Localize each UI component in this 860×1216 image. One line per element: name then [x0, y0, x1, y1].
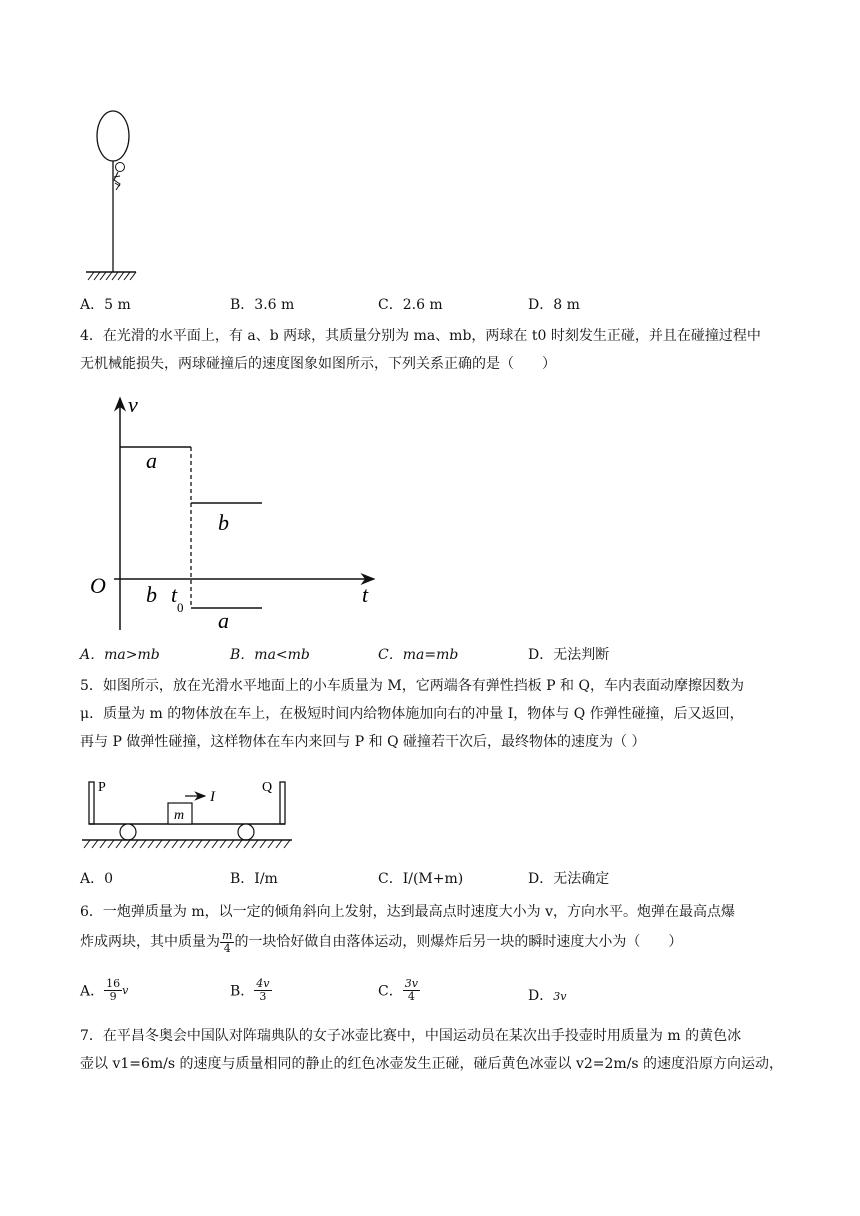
q3-option-a[interactable]: A．5 m [80, 297, 131, 313]
mass-fraction: $\frac{m}{4}$ [222, 928, 233, 955]
p-label: P [98, 780, 106, 795]
q5-stem-line2: μ．质量为 m 的物体放在车上，在极短时间内给物体施加向右的冲量 I，物体与 Q 作弹性碰撞，后又返回， [80, 706, 744, 722]
b-before-label: b [146, 582, 157, 607]
v-label: v [128, 392, 138, 417]
q4-option-b[interactable]: B．ma<mb [230, 647, 310, 663]
q7-stem-line1: 7．在平昌冬奥会中国队对阵瑞典队的女子冰壶比赛中，中国运动员在某次出手投壶时用质量为 m 的黄色冰 [80, 1028, 742, 1044]
q4-option-c[interactable]: C．ma=mb [378, 647, 459, 663]
q3-option-d[interactable]: D．8 m [528, 297, 580, 313]
q5-stem [80, 672, 792, 756]
climber-figure [114, 163, 125, 191]
q3-option-c[interactable]: C．2.6 m [378, 297, 443, 313]
q7-stem [80, 1022, 792, 1078]
q-label: Q [262, 780, 273, 795]
ground-hatch [88, 272, 136, 280]
q6-option-a[interactable]: A． $\frac{16}{9}$ v [80, 977, 129, 1003]
q5-option-c[interactable]: C．I/(M+m) [378, 871, 464, 887]
q4-option-a[interactable]: A．ma>mb [80, 647, 160, 663]
balloon-figure [80, 100, 160, 285]
q4-velocity-graph [84, 390, 384, 635]
ground-hatch [84, 840, 290, 848]
q6-option-c[interactable]: C． $\frac{3v}{4}$ [378, 977, 418, 1003]
q5-option-a[interactable]: A．0 [80, 871, 114, 887]
q5-stem-line1: 5．如图所示，放在光滑水平地面上的小车质量为 M，它两端各有弹性挡板 P 和 Q，车内表面动摩擦因数为 [80, 678, 744, 694]
a-before-label: a [146, 448, 157, 473]
q6-option-b[interactable]: B． $\frac{4v}{3}$ [230, 977, 270, 1003]
impulse-label: I [210, 789, 215, 805]
q7-stem-line2: 壶以 v1=6m/s 的速度与质量相同的静止的红色冰壶发生正碰，碰后黄色冰壶以 v2=2m/s 的速度沿原方向运动， [80, 1056, 784, 1072]
balloon [97, 111, 129, 161]
t0-label: t [171, 582, 178, 607]
origin-label: O [90, 573, 106, 598]
q6-stem-line1: 6．一炮弹质量为 m，以一定的倾角斜向上发射，达到最高点时速度大小为 v，方向水平。炮弹在最高点爆 [80, 904, 735, 920]
q5-option-b[interactable]: B．I/m [230, 871, 278, 887]
wheel-left [120, 824, 136, 840]
t0-subscript: 0 [177, 600, 184, 615]
q4-stem [80, 322, 792, 378]
plate-p [89, 782, 94, 824]
q4-stem-line1: 4．在光滑的水平面上，有 a、b 两球，其质量分别为 ma、mb，两球在 t0 时刻发生正碰，并且在碰撞过程中 [80, 328, 761, 344]
plate-q [280, 782, 285, 824]
q6-option-d[interactable]: D．3v [528, 988, 567, 1004]
q6-stem [80, 898, 792, 956]
t-label: t [362, 582, 369, 607]
b-after-label: b [218, 510, 229, 535]
wheel-right [238, 824, 254, 840]
q5-cart-figure [80, 776, 295, 856]
q5-option-d[interactable]: D．无法确定 [528, 871, 610, 887]
q3-option-b[interactable]: B．3.6 m [230, 297, 295, 313]
block-m-label: m [174, 808, 185, 823]
q4-stem-line2: 无机械能损失，两球碰撞后的速度图象如图所示，下列关系正确的是（ ） [80, 356, 556, 372]
q6-stem-line2: 炸成两块，其中质量为 $\frac{m}{4}$ 的一块恰好做自由落体运动，则爆炸后另一块的瞬时速度大小为（ ） [80, 928, 683, 955]
a-after-label: a [218, 608, 229, 633]
q5-stem-line3: 再与 P 做弹性碰撞，这样物体在车内来回与 P 和 Q 碰撞若干次后，最终物体的速度为（ ） [80, 734, 646, 750]
q4-option-d[interactable]: D．无法判断 [528, 647, 610, 663]
